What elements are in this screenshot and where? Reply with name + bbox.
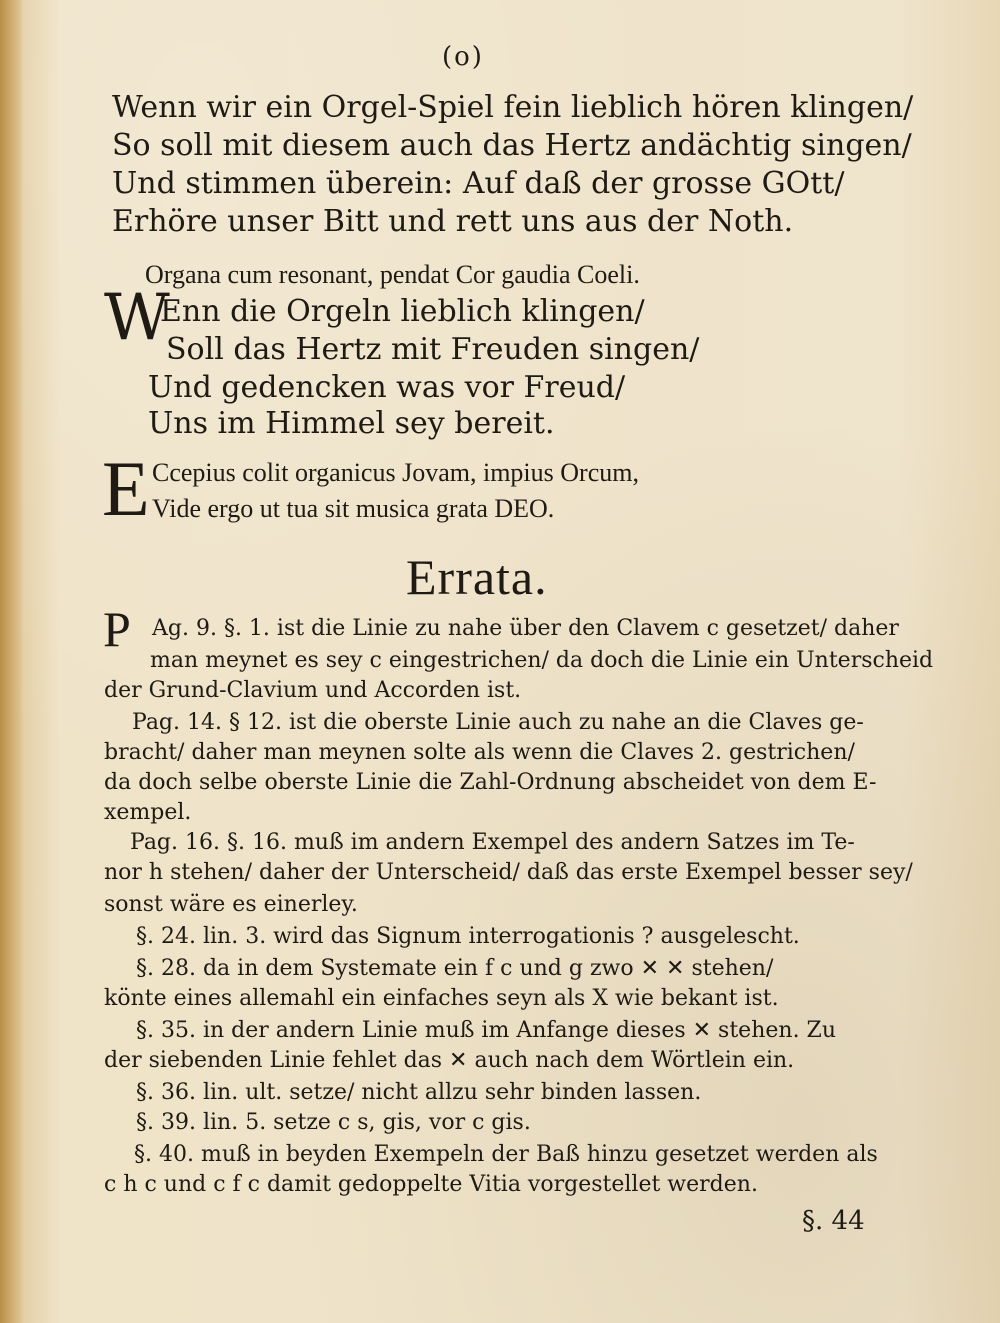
verse1-line-2: So soll mit diesem auch das Hertz andächtig singen/ — [112, 128, 912, 163]
drop-cap-w: W — [104, 281, 170, 355]
epigram-line-2: Vide ergo ut tua sit musica grata DEO. — [152, 494, 555, 523]
errata-line-11: §. 24. lin. 3. wird das Signum interrogationis ? ausgelescht. — [136, 924, 800, 949]
errata-line-9: nor h stehen/ daher der Unterscheid/ daß das erste Exempel besser sey/ — [104, 860, 913, 885]
errata-line-3: der Grund-Clavium und Accorden ist. — [104, 678, 522, 703]
errata-line-1: Ag. 9. §. 1. ist die Linie zu nahe über den Clavem c gesetzet/ daher — [152, 616, 899, 641]
latin-motto: Organa cum resonant, pendat Cor gaudia Coeli. — [145, 260, 640, 289]
catchword: §. 44 — [802, 1206, 865, 1236]
errata-line-6: da doch selbe oberste Linie die Zahl-Ordnung abscheidet von dem E- — [104, 770, 877, 795]
errata-line-18: §. 40. muß in beyden Exempeln der Baß hinzu gesetzet werden als — [134, 1142, 878, 1167]
errata-line-14: §. 35. in der andern Linie muß im Anfange dieses ✕ stehen. Zu — [136, 1018, 837, 1043]
binding-edge — [0, 0, 24, 1323]
errata-line-16: §. 36. lin. ult. setze/ nicht allzu sehr binden lassen. — [136, 1080, 702, 1105]
errata-line-2: man meynet es sey c eingestrichen/ da doch die Linie ein Unterscheid — [150, 648, 934, 673]
errata-line-8: Pag. 16. §. 16. muß im andern Exempel des andern Satzes im Te- — [130, 830, 855, 855]
errata-line-10: sonst wäre es einerley. — [104, 892, 358, 917]
errata-line-13: könte eines allemahl ein einfaches seyn als X wie bekant ist. — [104, 986, 779, 1011]
errata-line-12: §. 28. da in dem Systemate ein f c und g zwo ✕ ✕ stehen/ — [136, 956, 774, 981]
verse1-line-1: Wenn wir ein Orgel-Spiel fein lieblich hören klingen/ — [112, 90, 914, 125]
errata-line-7: xempel. — [104, 800, 192, 825]
drop-cap-e: E — [102, 445, 150, 532]
verse1-line-3: Und stimmen überein: Auf daß der grosse GOtt/ — [112, 166, 845, 201]
errata-line-17: §. 39. lin. 5. setze c s, gis, vor c gis. — [136, 1110, 531, 1135]
errata-line-15: der siebenden Linie fehlet das ✕ auch nach dem Wörtlein ein. — [104, 1048, 795, 1073]
errata-line-4: Pag. 14. § 12. ist die oberste Linie auch zu nahe an die Claves ge- — [132, 710, 864, 735]
verse2-line-2: Soll das Hertz mit Freuden singen/ — [166, 332, 700, 367]
errata-line-19: c h c und c f c damit gedoppelte Vitia vorgestellet werden. — [104, 1172, 758, 1197]
errata-line-5: bracht/ daher man meynen solte als wenn die Claves 2. gestrichen/ — [104, 740, 855, 765]
errata-title: Errata. — [406, 549, 548, 605]
verse2-line-3: Und gedencken was vor Freud/ — [148, 370, 626, 405]
page-header: (o) — [442, 42, 484, 72]
drop-cap-p: P — [103, 601, 131, 657]
verse1-line-4: Erhöre unser Bitt und rett uns aus der Noth. — [112, 204, 794, 239]
verse2-line-1: Enn die Orgeln lieblich klingen/ — [160, 294, 645, 329]
epigram-line-1: Ccepius colit organicus Jovam, impius Orcum, — [152, 458, 639, 487]
verse2-line-4: Uns im Himmel sey bereit. — [148, 406, 555, 441]
